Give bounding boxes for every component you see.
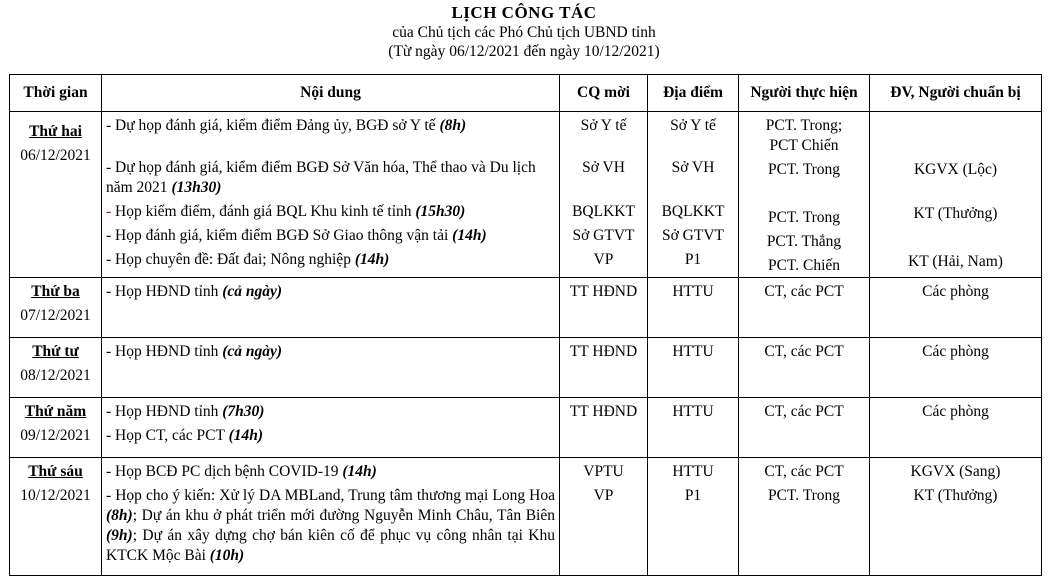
preparer-cell	[870, 278, 1042, 338]
agenda-item: - Họp đánh giá, kiểm điểm BGĐ Sở Giao thông vận tải (14h)	[106, 227, 487, 244]
host-cell	[560, 278, 648, 338]
host-value: VPTU	[583, 463, 624, 480]
place-value: BQLKKT	[661, 203, 725, 220]
performer-value: PCT. Thắng	[766, 233, 842, 250]
performer-value: PCT. Chiến	[767, 257, 841, 274]
agenda-item: - Họp chuyên đề: Đất đai; Nông nghiệp (14h)	[106, 251, 390, 268]
content-cell	[102, 278, 560, 338]
day-name: Thứ hai	[29, 123, 82, 140]
content-cell	[102, 398, 560, 458]
performer-cell	[739, 458, 870, 576]
table-row-wednesday	[10, 338, 1042, 398]
place-value: HTTU	[672, 463, 714, 480]
table-row-monday	[10, 112, 1042, 278]
place-value: Sở GTVT	[661, 227, 724, 244]
host-value: TT HĐND	[569, 403, 638, 420]
document-date-range: (Từ ngày 06/12/2021 đến ngày 10/12/2021)	[388, 43, 660, 60]
day-cell	[10, 112, 102, 278]
preparer-value: Các phòng	[922, 343, 989, 360]
content-cell	[102, 458, 560, 576]
preparer-value: KGVX (Lộc)	[913, 161, 998, 178]
place-value: HTTU	[672, 343, 714, 360]
place-cell	[648, 458, 739, 576]
agenda-item: - Họp cho ý kiến: Xử lý DA MBLand, Trung tâm thương mại Long Hoa (8h); Dự án khu ở phát triển mới đường Nguyễn Minh Châu, Tân Biên (9h); Dự án xây dựng chợ bán kiên cố để phục vụ công nhân tại Khu KTCK Mộc Bài (10h)	[106, 487, 555, 564]
preparer-value: Các phòng	[922, 403, 989, 420]
performer-value: CT, các PCT	[764, 343, 844, 360]
host-value: VP	[593, 251, 614, 268]
column-header-performer: Người thực hiện	[739, 75, 870, 112]
host-value: VP	[593, 487, 614, 504]
agenda-item: - Dự họp đánh giá, kiểm điểm BGĐ Sở Văn hóa, Thể thao và Du lịch năm 2021 (13h30)	[106, 159, 536, 196]
agenda-item: - Họp HĐND tỉnh (cả ngày)	[106, 283, 283, 300]
day-cell	[10, 458, 102, 576]
table-row-tuesday	[10, 278, 1042, 338]
host-value: Sở Y tế	[580, 117, 627, 134]
day-name: Thứ năm	[24, 403, 87, 420]
agenda-item: - Họp HĐND tỉnh (cả ngày)	[106, 343, 283, 360]
place-cell	[648, 112, 739, 278]
agenda-item: - Họp kiểm điểm, đánh giá BQL Khu kinh tế tỉnh (15h30)	[106, 203, 466, 220]
host-cell	[560, 398, 648, 458]
column-header-host: CQ mời	[560, 75, 648, 112]
performer-cell	[739, 278, 870, 338]
place-value: Sở VH	[671, 159, 715, 176]
performer-value: CT, các PCT	[764, 463, 844, 480]
day-cell	[10, 278, 102, 338]
place-value: Sở Y tế	[670, 117, 716, 134]
day-date: 09/12/2021	[20, 427, 91, 444]
preparer-value: Các phòng	[922, 283, 989, 300]
document-header	[0, 3, 1048, 61]
place-value: P1	[684, 251, 702, 268]
host-value: TT HĐND	[569, 283, 638, 300]
day-name: Thứ ba	[31, 283, 80, 300]
place-cell	[648, 278, 739, 338]
host-value: Sở GTVT	[572, 227, 635, 244]
document-subtitle: của Chủ tịch các Phó Chủ tịch UBND tỉnh	[392, 24, 656, 41]
performer-value: CT, các PCT	[764, 283, 844, 300]
preparer-cell	[870, 338, 1042, 398]
day-date: 08/12/2021	[20, 367, 91, 384]
performer-value: PCT. Trong	[767, 161, 841, 178]
performer-value: CT, các PCT	[764, 403, 844, 420]
agenda-item: - Họp CT, các PCT (14h)	[106, 427, 264, 444]
day-date: 07/12/2021	[20, 307, 91, 324]
day-cell	[10, 338, 102, 398]
day-name: Thứ tư	[32, 343, 79, 360]
host-value: TT HĐND	[569, 343, 638, 360]
host-value: Sở VH	[582, 159, 625, 176]
place-value: P1	[684, 487, 702, 504]
column-header-time: Thời gian	[10, 75, 102, 112]
preparer-cell	[870, 112, 1042, 278]
host-cell	[560, 338, 648, 398]
place-cell	[648, 338, 739, 398]
column-header-content: Nội dung	[102, 75, 560, 112]
performer-value: PCT. Trong	[767, 209, 841, 226]
document-title: LỊCH CÔNG TÁC	[451, 3, 597, 22]
preparer-value: KT (Thưởng)	[913, 205, 998, 222]
day-date: 06/12/2021	[20, 147, 91, 164]
schedule-table	[9, 74, 1042, 576]
performer-cell	[739, 398, 870, 458]
place-value: HTTU	[672, 283, 714, 300]
agenda-item: - Họp BCĐ PC dịch bệnh COVID-19 (14h)	[106, 463, 377, 480]
column-header-preparer: ĐV, Người chuẩn bị	[870, 75, 1042, 112]
performer-value: PCT. Trong	[767, 487, 841, 504]
performer-cell	[739, 112, 870, 278]
table-header-row	[10, 75, 1042, 112]
preparer-cell	[870, 398, 1042, 458]
column-header-place: Địa điểm	[648, 75, 739, 112]
content-cell	[102, 112, 560, 278]
agenda-item: - Dự họp đánh giá, kiểm điểm Đảng ủy, BGĐ sở Y tế (8h)	[106, 117, 467, 134]
place-cell	[648, 398, 739, 458]
host-cell	[560, 458, 648, 576]
preparer-value: KT (Thưởng)	[913, 487, 998, 504]
performer-value: PCT. Trong;	[765, 117, 843, 134]
host-cell	[560, 112, 648, 278]
table-row-thursday	[10, 398, 1042, 458]
place-value: HTTU	[672, 403, 714, 420]
preparer-cell	[870, 458, 1042, 576]
day-name: Thứ sáu	[28, 463, 83, 480]
performer-cell	[739, 338, 870, 398]
day-cell	[10, 398, 102, 458]
day-date: 10/12/2021	[20, 487, 91, 504]
host-value: BQLKKT	[572, 203, 635, 220]
preparer-value: KGVX (Sang)	[910, 463, 1001, 480]
preparer-value: KT (Hải, Nam)	[908, 253, 1003, 270]
performer-value: PCT Chiến	[769, 137, 839, 154]
content-cell	[102, 338, 560, 398]
table-row-friday	[10, 458, 1042, 576]
agenda-item: - Họp HĐND tỉnh (7h30)	[106, 403, 265, 420]
